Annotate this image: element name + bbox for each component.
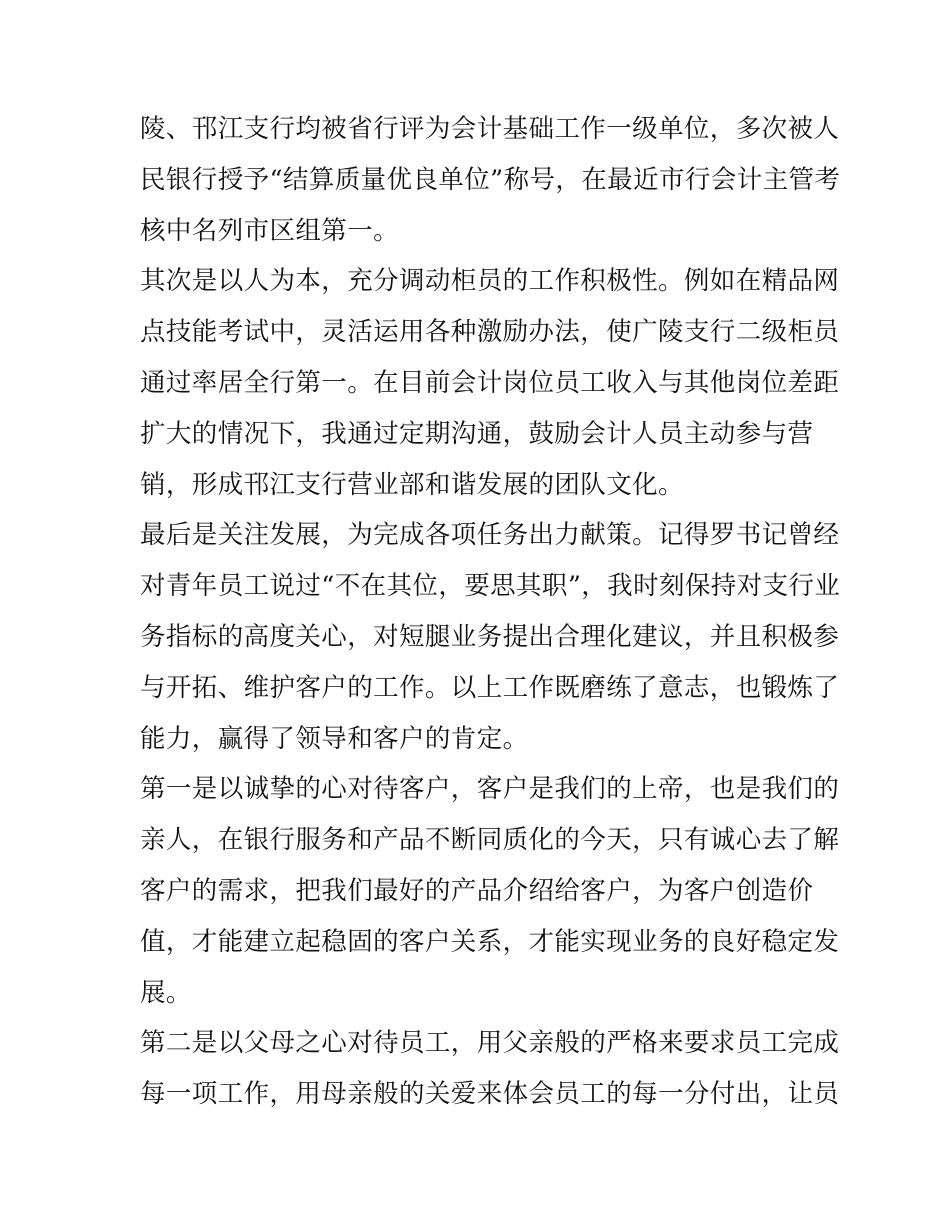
body-text <box>140 104 841 1120</box>
text-line: 能力，赢得了领导和客户的肯定。 <box>140 723 529 754</box>
text-line: 第一是以诚挚的心对待客户，客户是我们的上帝，也是我们的 <box>140 774 840 805</box>
text-line: 销，形成邗江支行营业部和谐发展的团队文化。 <box>140 469 684 500</box>
text-line: 其次是以人为本，充分调动柜员的工作积极性。例如在精品网 <box>140 266 840 297</box>
text-line: 展。 <box>140 977 192 1008</box>
text-line: 客户的需求，把我们最好的产品介绍给客户，为客户创造价 <box>140 875 814 906</box>
text-line: 通过率居全行第一。在目前会计岗位员工收入与其他岗位差距 <box>140 367 840 398</box>
text-line: 对青年员工说过“不在其位，要思其职”，我时刻保持对支行业 <box>140 571 841 602</box>
text-line: 值，才能建立起稳固的客户关系，才能实现业务的良好稳定发 <box>140 926 840 957</box>
text-line: 每一项工作，用母亲般的关爱来体会员工的每一分付出，让员 <box>140 1079 840 1110</box>
text-line: 陵、邗江支行均被省行评为会计基础工作一级单位，多次被人 <box>140 114 840 144</box>
text-line: 与开拓、维护客户的工作。以上工作既磨练了意志，也锻炼了 <box>140 672 840 703</box>
text-line: 民银行授予“结算质量优良单位”称号，在最近市行会计主管考 <box>140 164 841 195</box>
text-line: 核中名列市区组第一。 <box>140 215 400 246</box>
text-line: 第二是以父母之心对待员工，用父亲般的严格来要求员工完成 <box>140 1028 840 1059</box>
text-line: 最后是关注发展，为完成各项任务出力献策。记得罗书记曾经 <box>140 520 840 551</box>
text-line: 亲人，在银行服务和产品不断同质化的今天，只有诚心去了解 <box>140 825 840 856</box>
text-line: 扩大的情况下，我通过定期沟通，鼓励会计人员主动参与营 <box>140 418 814 449</box>
text-line: 点技能考试中，灵活运用各种激励办法，使广陵支行二级柜员 <box>140 317 840 348</box>
text-line: 务指标的高度关心，对短腿业务提出合理化建议，并且积极参 <box>140 621 840 652</box>
